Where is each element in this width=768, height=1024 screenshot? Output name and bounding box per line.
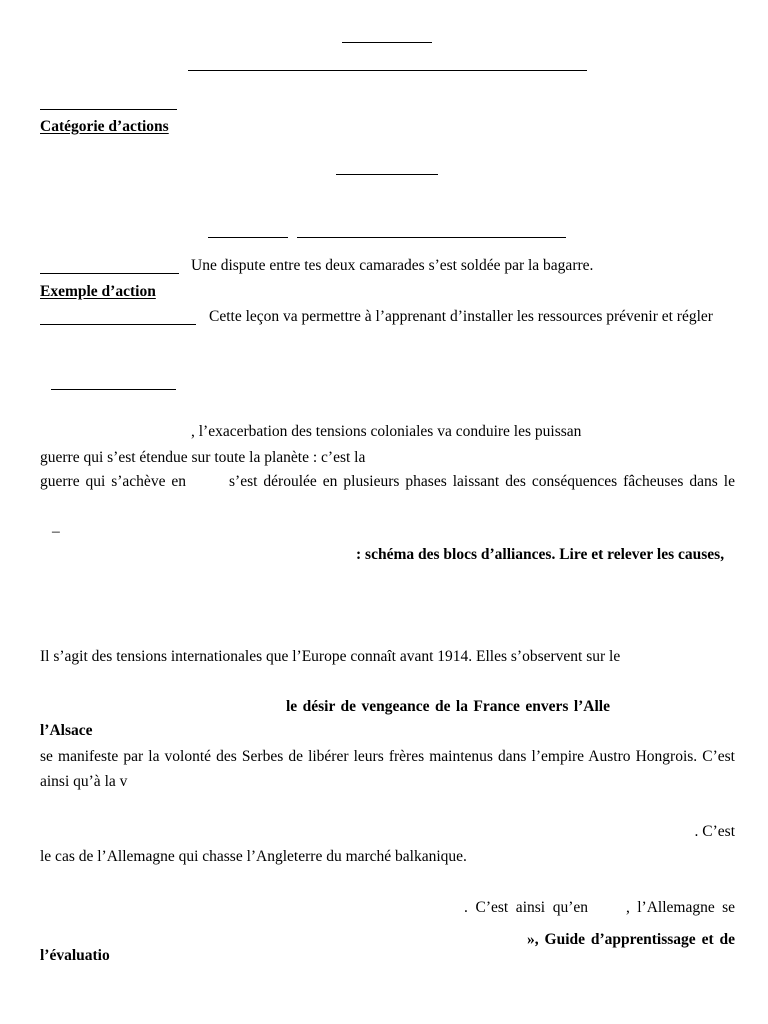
heading-exemple-action: Exemple d’action: [40, 283, 156, 300]
causes-economic-end: . C’est: [694, 823, 735, 840]
blank-rule-right: [297, 237, 566, 238]
activity-instruction: : schéma des blocs d’alliances. Lire et relever les causes,: [356, 546, 725, 563]
blank-rule-section: [40, 109, 177, 110]
causes-intro: Il s’agit des tensions internationales que l’Europe connaît avant 1914. Elles s’observent sur le: [40, 648, 621, 665]
blank-rule-left: [208, 237, 288, 238]
blank-rule-title-long: [188, 70, 587, 71]
blank-rule-center: [336, 174, 438, 175]
causes-serbes-cont: ainsi qu’à la v: [40, 773, 128, 790]
example-dispute-text: Une dispute entre tes deux camarades s’est soldée par la bagarre.: [191, 257, 594, 274]
blank-rule-dispute: [40, 273, 179, 274]
causes-en-end: , l’Allemagne se: [626, 899, 735, 916]
blank-rule-subsection: [51, 389, 176, 390]
intro-line-1: , l’exacerbation des tensions coloniales va conduire les puissan: [191, 423, 582, 440]
blank-rule-lecon: [40, 324, 196, 325]
causes-serbes: se manifeste par la volonté des Serbes de libérer leurs frères maintenus dans l’empire Austro Hongrois. C’est: [40, 748, 735, 765]
intro-line-3-end: s’est déroulée en plusieurs phases laissant des conséquences fâcheuses dans le: [229, 473, 735, 490]
intro-line-3-start: guerre qui s’achève en: [40, 473, 186, 490]
reference-guide: », Guide d’apprentissage et de: [527, 931, 735, 948]
heading-categorie-actions: Catégorie d’actions: [40, 118, 169, 135]
causes-alsace: l’Alsace: [40, 722, 93, 739]
reference-evaluation: l’évaluatio: [40, 947, 110, 964]
section-dash: –: [52, 523, 60, 540]
causes-en-start: . C’est ainsi qu’en: [464, 899, 588, 916]
example-lecon-text: Cette leçon va permettre à l’apprenant d’installer les ressources prévenir et régler: [209, 308, 713, 325]
causes-allemagne: le cas de l’Allemagne qui chasse l’Angleterre du marché balkanique.: [40, 848, 467, 865]
blank-rule-title-short: [342, 42, 432, 43]
intro-line-2: guerre qui s’est étendue sur toute la planète : c’est la: [40, 449, 366, 466]
causes-vengeance: le désir de vengeance de la France envers l’Alle: [286, 698, 610, 715]
